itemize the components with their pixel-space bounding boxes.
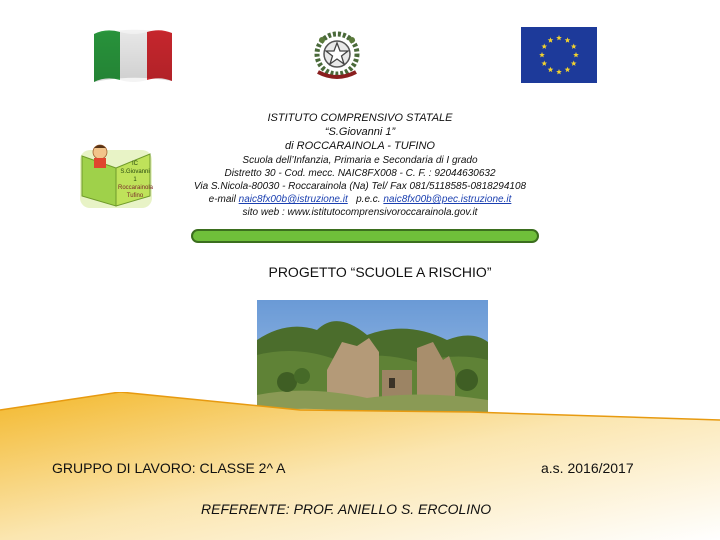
- italian-republic-emblem: [308, 28, 366, 84]
- school-logo-line1: IC S.Giovanni 1: [120, 161, 150, 183]
- project-title: PROGETTO “SCUOLE A RISCHIO”: [268, 264, 492, 280]
- school-location: di ROCCARAINOLA - TUFINO: [285, 140, 435, 152]
- district-codes: Distretto 30 - Cod. mecc. NAIC8FX008 - C. F. : 92044630632: [224, 168, 496, 179]
- referente: REFERENTE: PROF. ANIELLO S. ERCOLINO: [201, 501, 492, 517]
- institute-title: ISTITUTO COMPRENSIVO STATALE: [267, 112, 453, 124]
- school-levels: Scuola dell’Infanzia, Primaria e Secondaria di I grado: [242, 155, 478, 166]
- contact-line: [0, 194, 720, 205]
- school-name: “S.Giovanni 1”: [324, 126, 396, 138]
- school-address: Via S.Nicola-80030 - Roccarainola (Na) Tel/ Fax 081/5118585-0818294108: [193, 181, 527, 192]
- school-logo-line3: Tufino: [126, 193, 144, 199]
- pec-link[interactable]: naic8fx00b@pec.istruzione.it: [383, 194, 512, 205]
- italian-flag: [92, 28, 174, 84]
- green-divider: [191, 229, 539, 243]
- working-group: GRUPPO DI LAVORO: CLASSE 2^ A: [52, 460, 286, 476]
- pec-prefix: p.e.c.: [356, 194, 381, 205]
- school-website: sito web : www.istitutocomprensivoroccarainola.gov.it: [242, 207, 478, 218]
- school-logo-line2: Roccarainola: [118, 185, 154, 191]
- email-prefix: e-mail: [208, 194, 236, 205]
- school-year: a.s. 2016/2017: [541, 460, 634, 476]
- email-link[interactable]: naic8fx00b@istruzione.it: [238, 194, 348, 205]
- eu-flag: [521, 27, 597, 83]
